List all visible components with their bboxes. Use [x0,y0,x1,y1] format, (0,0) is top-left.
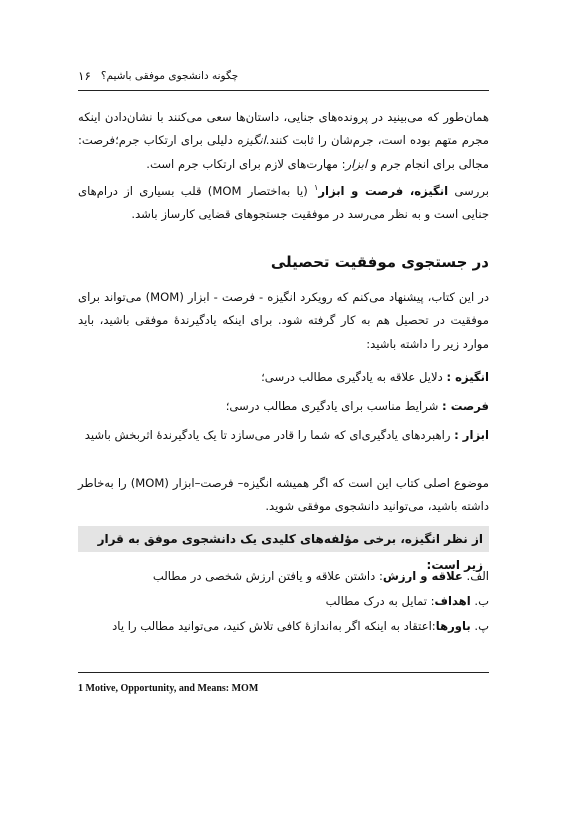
header-rule [78,90,489,91]
footnote: 1 Motive, Opportunity, and Means: MOM [78,683,259,694]
intro-text-2: بررسی انگیزه، فرصت و ابزار$^۱$ (یا به‌اختصار MOM) قلب بسیاری از درام‌های جنایی است و به نظر می‌رسد در موفقیت جستجوهای قضایی کارساز باشد. [78,183,489,222]
list-item: الف. علاقه و ارزش: داشتن علاقه و یافتن ارزش شخصی در مطالب [152,569,489,583]
section-title: در جستجوی موفقیت تحصیلی [270,253,489,271]
mom-items [78,366,489,453]
running-header [78,66,489,86]
motive-components-list [78,564,489,639]
item-motive: انگیزه : دلایل علاقه به یادگیری مطالب درسی؛ [261,370,489,384]
intro-paragraph [78,106,489,227]
highlight-box-title: از نظر انگیزه، برخی مؤلفه‌های کلیدی یک دانشجوی موفق به قرار زیر است: [78,526,489,552]
intro-text-1: همان‌طور که می‌بینید در پرونده‌های جنایی، داستان‌ها سعی می‌کنند با نشان‌دادن اینکه مجرم متهم بوده است، جرم‌شان را ثابت کنند.انگیزه دلیلی برای ارتکاب جرم؛فرصت: مجالی برای انجام جرم و ابزار: مهارت‌های لازم برای ارتکاب جرم است. [78,110,489,171]
item-opportunity: فرصت : شرایط مناسب برای یادگیری مطالب درسی؛ [225,399,489,413]
list-item: پ. باورها:اعتقاد به اینکه اگر به‌اندازهٔ کافی تلاش کنید، می‌توانید مطالب را یاد [112,619,489,633]
item-means: ابزار : راهبردهای یادگیری‌ای که شما را قادر می‌سازد تا یک یادگیرندهٔ اثربخش باشید [84,428,489,442]
closing-paragraph: موضوع اصلی کتاب این است که اگر همیشه انگیزه– فرصت–ابزار (MOM) را به‌خاطر داشته باشید، می‌توانید دانشجوی موفقی شوید. [78,476,489,514]
page-number: ۱۶ [78,69,91,83]
running-title: چگونه دانشجوی موفقی باشیم؟ [100,70,239,82]
footnote-rule [78,672,489,673]
list-item: ب. اهداف: تمایل به درک مطالب [325,594,489,608]
section-body: در این کتاب، پیشنهاد می‌کنم که رویکرد انگیزه - فرصت - ابزار (MOM) می‌تواند برای موفقیت در تحصیل هم به کار گرفته شود. برای اینکه یادگیرندهٔ موفقی باشید، باید موارد زیر را داشته باشید: [78,290,490,351]
